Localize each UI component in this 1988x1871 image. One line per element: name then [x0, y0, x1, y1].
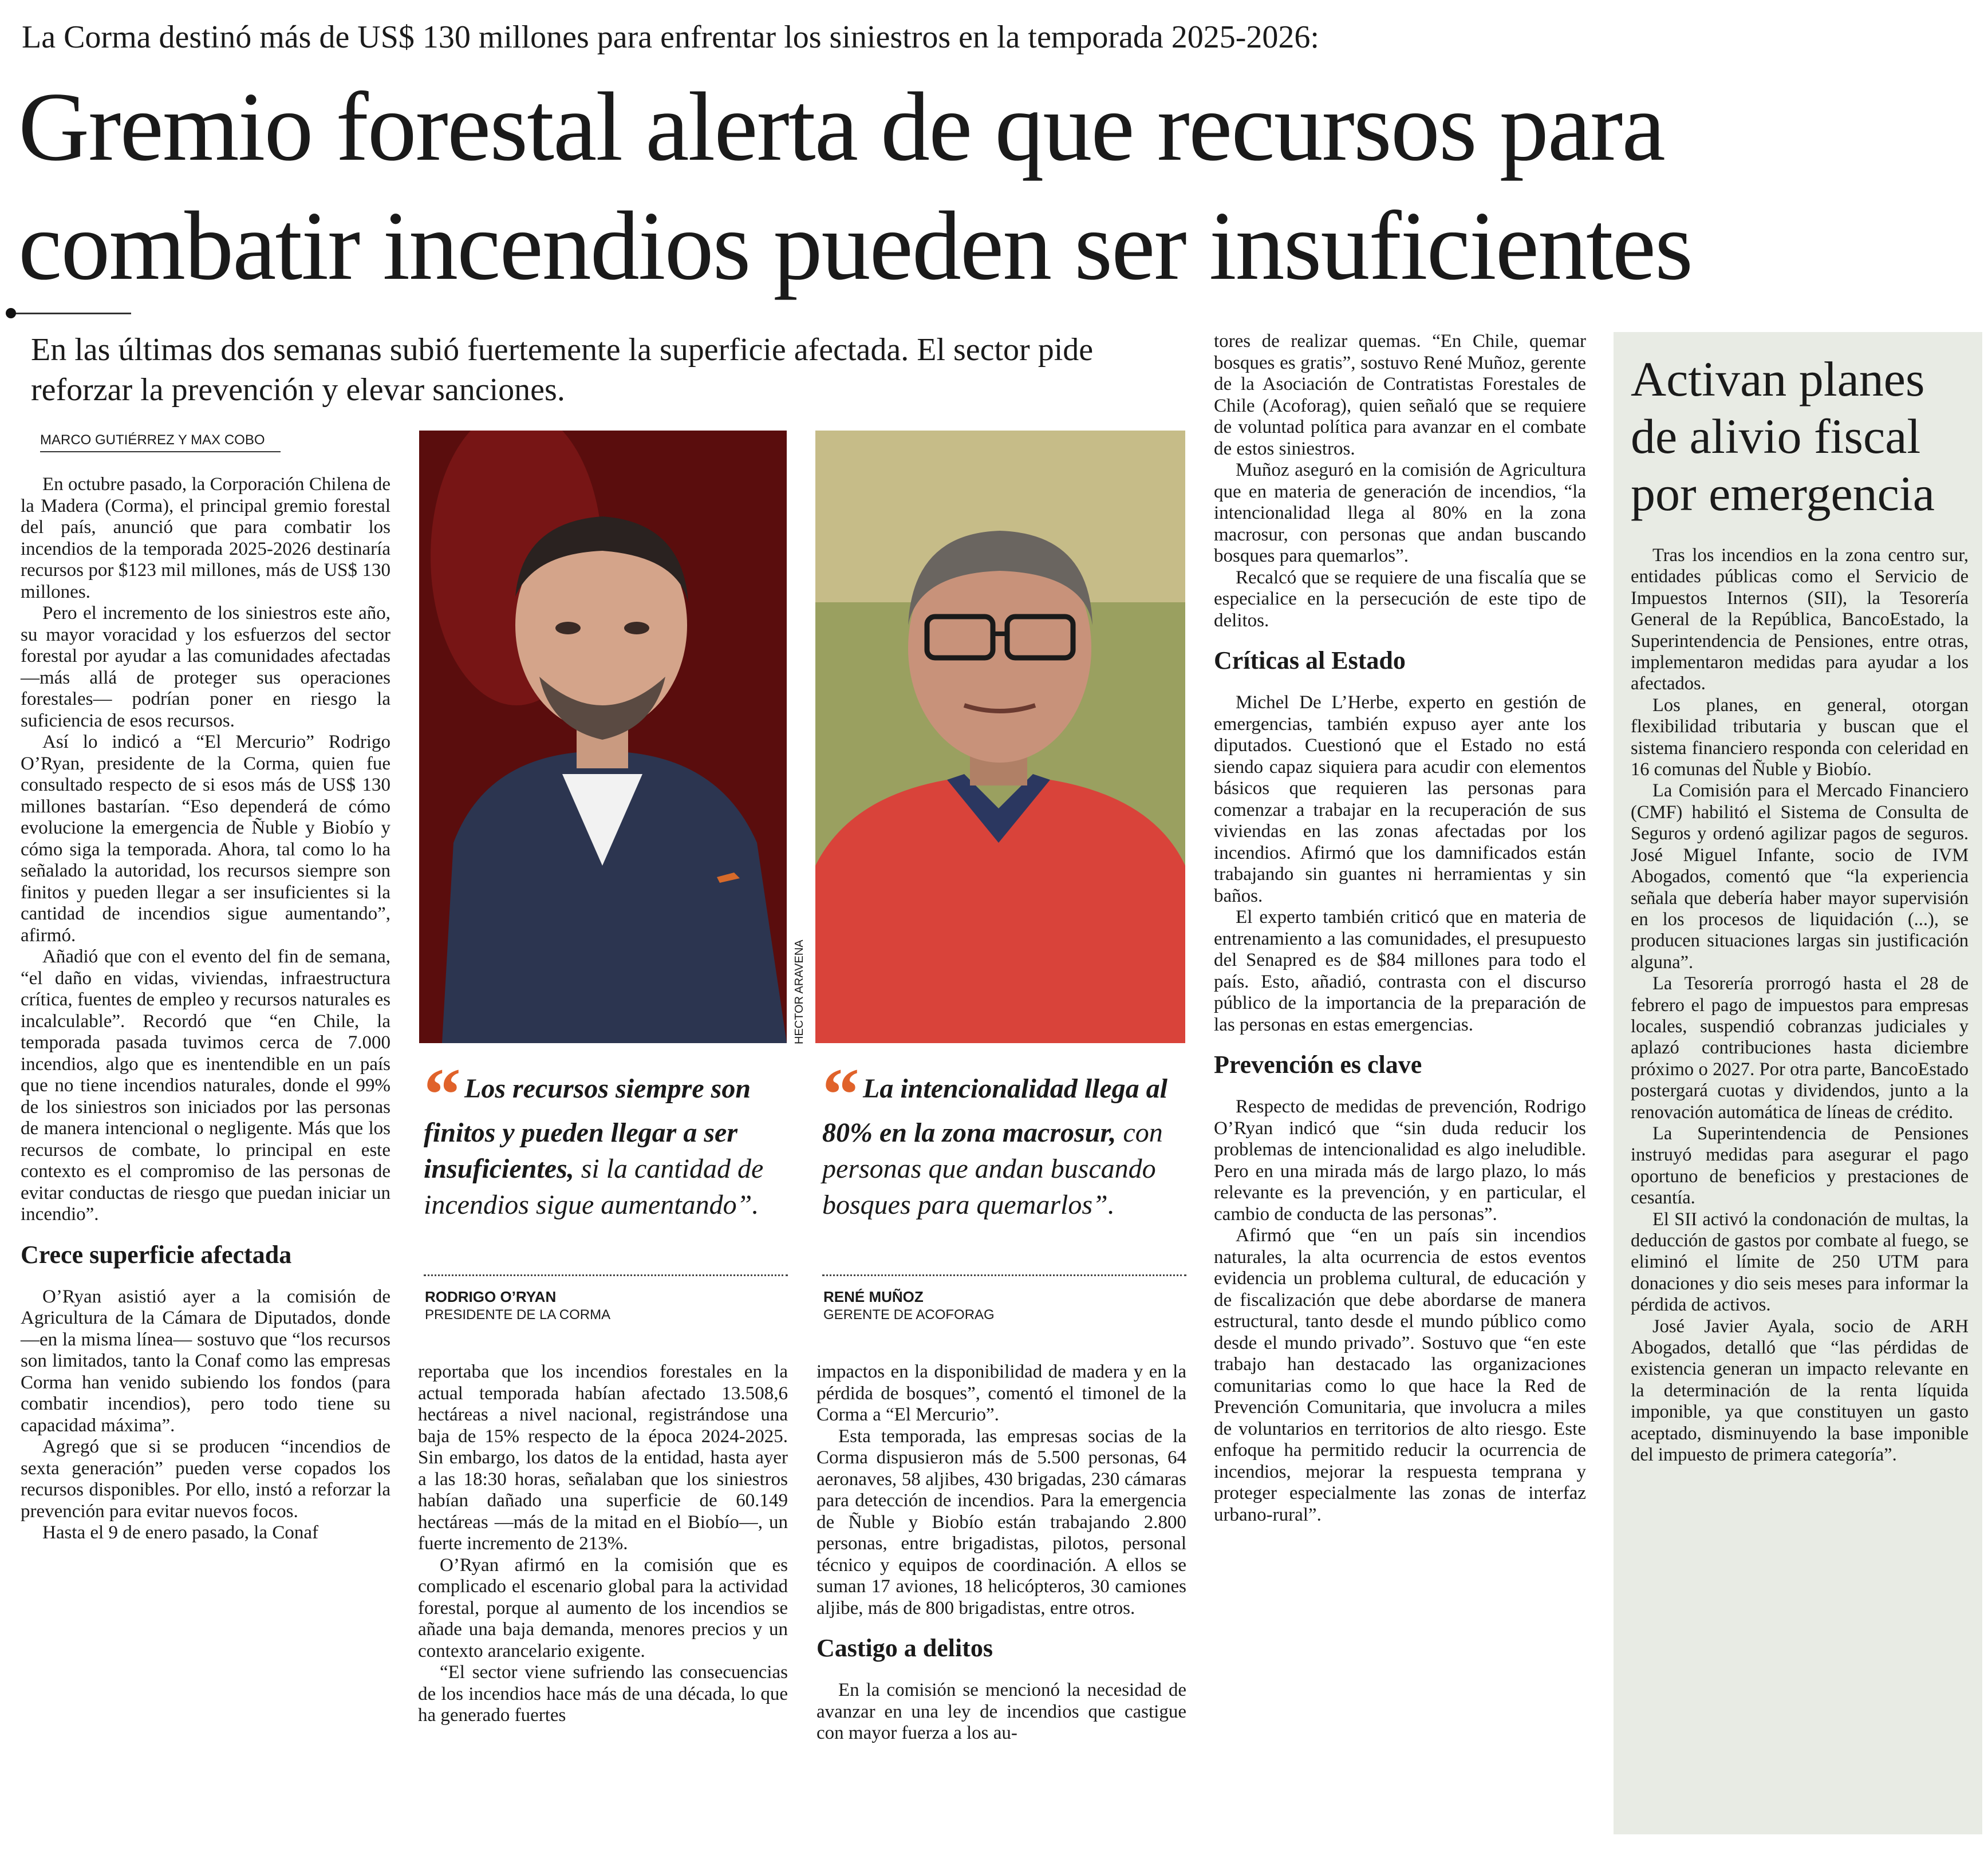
paragraph: Pero el incremento de los siniestros este año, su mayor voracidad y los esfuerzos del sector forestal por ayudar a las comunidades afectadas —más allá de proteger sus operaciones forestales— podrían poner en riesgo la suficiencia de esos recursos. — [21, 603, 391, 731]
paragraph: Recalcó que se requiere de una fiscalía que se especialice en la persecución de este tipo de delitos. — [1214, 567, 1586, 631]
photo-rene-munoz — [815, 431, 1185, 1043]
subheading: Crece superficie afectada — [21, 1240, 292, 1269]
paragraph: impactos en la disponibilidad de madera y en la pérdida de bosques”, comentó el timonel de la Corma a “El Mercurio”. — [817, 1361, 1186, 1425]
portrait-illustration — [815, 431, 1185, 1043]
column-1 — [21, 474, 391, 1544]
paragraph: En octubre pasado, la Corporación Chilena de la Madera (Corma), el principal gremio forestal del país, anunció que para combatir los incendios de la temporada 2025-2026 destinaría recursos por $123 mil millones, más de US$ 130 millones. — [21, 474, 391, 602]
quote-divider — [822, 1274, 1186, 1276]
paragraph: Afirmó que “en un país sin incendios naturales, la alta ocurrencia de estos eventos evidencia un problema cultural, de educación y de fiscalización que debe abordarse de manera estructural, tanto desde el mundo público como desde el mundo privado”. Sostuvo que “en este trabajo han destacado las organizaciones comunitarias como lo que hace la Red de Prevención Comunitaria, que involucra a miles de voluntarios en territorios de alto riesgo. Este enfoque ha permitido reducir la ocurrencia de incendios, mejorar la respuesta temprana y proteger especialmente las zonas de interfaz urbano-rural”. — [1214, 1225, 1586, 1525]
quote-mark-icon: “ — [424, 1053, 461, 1136]
headline-line-2: combatir incendios pueden ser insuficientes — [18, 192, 1693, 301]
paragraph: Tras los incendios en la zona centro sur, entidades públicas como el Servicio de Impuestos Internos (SII), la Tesorería General de la República, BancoEstado, la Superintendencia de Pensiones, entre otras, implementaron medidas para ayudar a los afectados. — [1631, 545, 1969, 694]
pull-quote-1 — [424, 1053, 790, 1223]
paragraph: En la comisión se mencionó la necesidad de avanzar en una ley de incendios que castigue con mayor fuerza a los au- — [817, 1680, 1186, 1743]
article-headline — [18, 68, 1977, 306]
quote-attribution-1 — [425, 1288, 786, 1324]
paragraph: Los planes, en general, otorgan flexibilidad tributaria y buscan que el sistema financiero responda con celeridad en 16 comunas del Ñuble y Biobío. — [1631, 694, 1969, 780]
subheading: Castigo a delitos — [817, 1634, 993, 1662]
quote-author: RODRIGO O’RYAN — [425, 1288, 557, 1305]
quote-bold: La intencionalidad llega al 80% en la zona macrosur, — [822, 1073, 1168, 1148]
quote-rest: con personas que andan buscando bosques para quemarlos”. — [822, 1118, 1163, 1220]
paragraph: O’Ryan asistió ayer a la comisión de Agricultura de la Cámara de Diputados, donde —en la misma línea— sostuvo que “los recursos son limitados, tanto la Conaf como las empresas Corma han venido subiendo los fondos (para combatir incendios), pero todo tiene su capacidad máxima”. — [21, 1286, 391, 1436]
quote-author-role: PRESIDENTE DE LA CORMA — [425, 1307, 611, 1323]
paragraph: Añadió que con el evento del fin de semana, “el daño en vidas, viviendas, infraestructura crítica, fuentes de empleo y recursos naturales es incalculable”. Recordó que “en Chile, la temporada pasada tuvimos cerca de 7.000 incendios, algo que es inentendible en un país que no tiene incendios naturales, donde el 99% de los siniestros son iniciados por las personas de manera intencional o negligente. Más que los recursos de combate, lo principal en este contexto es el compromiso de las personas de evitar conductas de riesgo que puedan iniciar un incendio”. — [21, 946, 391, 1225]
paragraph: El SII activó la condonación de multas, la deducción de gastos por combate al fuego, se eliminó el límite de 250 UTM para donaciones y dio seis meses para informar la pérdida de activos. — [1631, 1209, 1969, 1316]
paragraph: La Tesorería prorrogó hasta el 28 de febrero el pago de impuestos para empresas locales, suspendió cobranzas judiciales y aplazó contribuciones hasta diciembre próximo o 2027. Por otra parte, BancoEstado postergará cuotas y dividendos, junto a la renovación automática de líneas de crédito. — [1631, 973, 1969, 1123]
paragraph: Michel De L’Herbe, experto en gestión de emergencias, también expuso ayer ante los diputados. Cuestionó que el Estado no está siendo capaz siquiera para acudir con elementos básicos que requieren las personas para comenzar a trabajar en la recuperación de sus viviendas en las zonas afectadas por los incendios. Afirmó que los damnificados están trabajando sin guantes ni herramientas y sin baños. — [1214, 692, 1586, 906]
pull-quote-2 — [822, 1053, 1186, 1223]
column-3 — [817, 1361, 1186, 1744]
paragraph: Hasta el 9 de enero pasado, la Conaf — [42, 1522, 318, 1543]
paragraph: José Javier Ayala, socio de ARH Abogados, detalló que “las pérdidas de existencia generan un impacto relevante en la determinación de la renta líquida imponible, ya que constituyen un gasto aceptado, disminuyendo la base imponible del impuesto de primera categoría”. — [1631, 1316, 1969, 1466]
column-2 — [418, 1361, 788, 1727]
headline-line-1: Gremio forestal alerta de que recursos para — [18, 73, 1664, 181]
sidebar-title: Activan planes de alivio fiscal por emergencia — [1631, 352, 1935, 521]
subheading: Críticas al Estado — [1214, 646, 1406, 674]
subheading: Prevención es clave — [1214, 1051, 1422, 1079]
paragraph: “El sector viene sufriendo las consecuencias de los incendios hace más de una década, lo que ha generado fuertes — [418, 1662, 788, 1726]
paragraph: Agregó que si se producen “incendios de sexta generación” pueden verse copados los recursos disponibles. Por ello, instó a reforzar la prevención para evitar nuevos focos. — [21, 1436, 391, 1522]
photo-credit: HECTOR ARAVENA — [793, 940, 806, 1044]
portrait-illustration — [419, 431, 787, 1043]
paragraph: La Superintendencia de Pensiones instruyó medidas para asegurar el pago oportuno de beneficios y prestaciones de cesantía. — [1631, 1123, 1969, 1209]
quote-bold: Los recursos siempre son finitos y pueden llegar a ser insuficientes, — [424, 1073, 751, 1184]
quote-rest: si la cantidad de incendios sigue aumentando”. — [424, 1154, 764, 1220]
paragraph: La Comisión para el Mercado Financiero (CMF) habilitó el Sistema de Consulta de Seguros y ordenó agilizar pagos de seguros. José Miguel Infante, socio de IVM Abogados, comentó que “la experiencia señala que debería haber mayor supervisión en los procesos de liquidación (...), se producen situaciones largas sin justificación alguna”. — [1631, 780, 1969, 973]
photo-rodrigo-oryan — [419, 431, 787, 1043]
quote-author: RENÉ MUÑOZ — [823, 1288, 924, 1305]
quote-attribution-2 — [823, 1288, 1184, 1324]
paragraph: Así lo indicó a “El Mercurio” Rodrigo O’Ryan, presidente de la Corma, quien fue consultado respecto de si esos más de US$ 130 millones bastarían. “Eso dependerá de cómo evolucione la emergencia de Ñuble y Biobío y cómo siga la temporada. Ahora, tal como lo ha señalado la autoridad, los recursos siempre son finitos y pueden llegar a ser insuficientes si la cantidad de incendios sigue aumentando”, afirmó. — [21, 732, 391, 946]
quote-mark-icon: “ — [822, 1053, 859, 1136]
quote-divider — [424, 1274, 788, 1276]
article-byline: MARCO GUTIÉRREZ Y MAX COBO — [40, 431, 281, 452]
paragraph: Muñoz aseguró en la comisión de Agricultura que en materia de generación de incendios, “la intencionalidad llega al 80% en la zona macrosur, con personas que andan buscando bosques para quemarlos”. — [1214, 460, 1586, 566]
paragraph: O’Ryan afirmó en la comisión que es complicado el escenario global para la actividad forestal, porque al aumento de los incendios se añade una baja demanda, menores precios y un contexto arancelario exigente. — [418, 1554, 788, 1661]
column-4 — [1214, 331, 1586, 1526]
paragraph: tores de realizar quemas. “En Chile, quemar bosques es gratis”, sostuvo René Muñoz, gerente de la Asociación de Contratistas Forestales de Chile (Acoforag), quien señaló que se requiere de voluntad política para avanzar en el combate de estos siniestros. — [1214, 331, 1586, 459]
paragraph: El experto también criticó que en materia de entrenamiento a las comunidades, el presupuesto del Senapred es de $84 millones para todo el país. Esto, añadió, contrasta con el discurso público de la importancia de la preparación de las personas en estas emergencias. — [1214, 907, 1586, 1035]
headline-rule — [8, 313, 131, 314]
article-deck: En las últimas dos semanas subió fuertemente la superficie afectada. El sector pide reforzar la prevención y elevar sanciones. — [31, 332, 1094, 408]
article-kicker: La Corma destinó más de US$ 130 millones para enfrentar los siniestros en la temporada 2025-2026: — [22, 19, 1319, 55]
sidebar-body — [1631, 545, 1969, 1466]
quote-author-role: GERENTE DE ACOFORAG — [823, 1307, 995, 1323]
paragraph: Respecto de medidas de prevención, Rodrigo O’Ryan indicó que “sin duda reducir los problemas de intencionalidad es algo ineludible. Pero en una mirada más de largo plazo, lo más relevante es la prevención, y en particular, el cambio de conducta de las personas”. — [1214, 1096, 1586, 1225]
headline-dot — [6, 308, 16, 318]
paragraph: Esta temporada, las empresas socias de la Corma dispusieron más de 5.500 personas, 64 aeronaves, 58 aljibes, 430 brigadas, 230 cámaras para detección de incendios. Para la emergencia de Ñuble y Biobío están trabajando 2.800 personas, entre brigadistas, pilotos, personal técnico y equipos de coordinación. A ellos se suman 17 aviones, 18 helicópteros, 30 camiones aljibe, más de 800 brigadistas, entre otros. — [817, 1426, 1186, 1619]
paragraph: reportaba que los incendios forestales en la actual temporada habían afectado 13.508,6 hectáreas a nivel nacional, registrándose una baja de 15% respecto de la época 2024-2025. Sin embargo, los datos de la entidad, hasta ayer a las 18:30 horas, señalaban que los siniestros habían dañado una superficie de 60.149 hectáreas —más de la mitad en el Biobío—, un fuerte incremento de 213%. — [418, 1361, 788, 1554]
